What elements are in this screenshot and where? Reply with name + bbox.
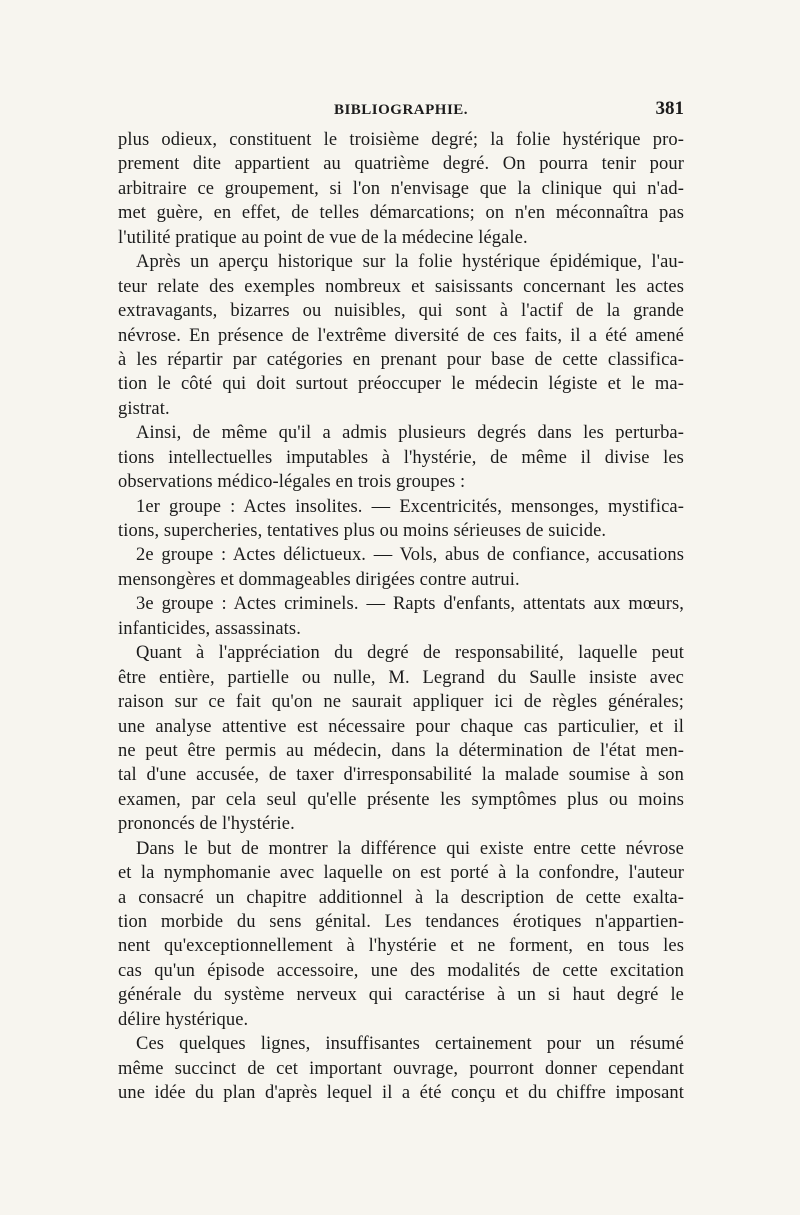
- text-line: une analyse attentive est nécessaire pour chaque cas particulier, et il: [118, 716, 684, 737]
- text-line: et la nymphomanie avec laquelle on est porté à la confondre, l'auteur: [118, 863, 684, 884]
- running-head: [118, 98, 684, 122]
- text-line: teur relate des exemples nombreux et saisissants concernant les actes: [118, 276, 684, 297]
- text-line: extravagants, bizarres ou nuisibles, qui sont à l'actif de la grande: [118, 301, 684, 322]
- text-line: prement dite appartient au quatrième degré. On pourra tenir pour: [118, 154, 684, 175]
- text-line: raison sur ce fait qu'on ne saurait appliquer ici de règles générales;: [118, 692, 684, 713]
- text-line: 2e groupe : Actes délictueux. — Vols, abus de confiance, accusations: [136, 545, 684, 566]
- text-line: ne peut être permis au médecin, dans la détermination de l'état men-: [118, 740, 684, 761]
- text-line: 3e groupe : Actes criminels. — Rapts d'enfants, attentats aux mœurs,: [136, 594, 684, 615]
- text-line: 1er groupe : Actes insolites. — Excentricités, mensonges, mystifica-: [136, 496, 684, 517]
- text-line: observations médico-légales en trois groupes :: [118, 472, 466, 493]
- text-line: a consacré un chapitre additionnel à la description de cette exalta-: [118, 887, 684, 908]
- text-line: cas qu'un épisode accessoire, une des modalités de cette excitation: [118, 960, 684, 981]
- text-line: plus odieux, constituent le troisième degré; la folie hystérique pro-: [118, 130, 684, 150]
- text-line: Dans le but de montrer la différence qui existe entre cette névrose: [136, 838, 684, 859]
- text-line: l'utilité pratique au point de vue de la médecine légale.: [118, 227, 528, 248]
- text-line: névrose. En présence de l'extrême diversité de ces faits, il a été amené: [118, 325, 684, 346]
- text-line: tal d'une accusée, de taxer d'irresponsabilité la malade soumise à son: [118, 765, 684, 786]
- text-line: délire hystérique.: [118, 1009, 249, 1030]
- text-line: Ainsi, de même qu'il a admis plusieurs degrés dans les perturba-: [136, 423, 684, 444]
- text-line: à les répartir par catégories en prenant pour base de cette classifica-: [118, 349, 684, 370]
- text-line: nent qu'exceptionnellement à l'hystérie et ne forment, en tous les: [118, 936, 684, 957]
- text-line: Ces quelques lignes, insuffisantes certainement pour un résumé: [136, 1034, 684, 1055]
- text-line: met guère, en effet, de telles démarcations; on n'en méconnaîtra pas: [118, 203, 684, 224]
- text-line: une idée du plan d'après lequel il a été conçu et du chiffre imposant: [118, 1083, 684, 1104]
- text-line: Quant à l'appréciation du degré de responsabilité, laquelle peut: [136, 643, 684, 664]
- running-head-title: BIBLIOGRAPHIE.: [333, 102, 469, 118]
- text-line: examen, par cela seul qu'elle présente les symptômes plus ou moins: [118, 789, 684, 810]
- text-line: tion le côté qui doit surtout préoccuper le médecin légiste et le ma-: [118, 374, 684, 395]
- text-line: prononcés de l'hystérie.: [118, 814, 295, 835]
- body-text: [118, 128, 684, 1106]
- text-line: mensongères et dommageables dirigées contre autrui.: [118, 569, 520, 590]
- text-line: gistrat.: [118, 398, 170, 419]
- text-line: tion morbide du sens génital. Les tendances érotiques n'appartien-: [118, 912, 684, 932]
- text-line: générale du système nerveux qui caractérise à un si haut degré le: [118, 985, 684, 1006]
- text-line: infanticides, assassinats.: [118, 618, 301, 639]
- page-number: 381: [655, 98, 684, 119]
- text-line: Après un aperçu historique sur la folie hystérique épidémique, l'au-: [136, 252, 684, 273]
- text-line: même succinct de cet important ouvrage, pourront donner cependant: [118, 1058, 684, 1079]
- text-line: être entière, partielle ou nulle, M. Legrand du Saulle insiste avec: [118, 667, 684, 688]
- text-line: tions, supercheries, tentatives plus ou moins sérieuses de suicide.: [118, 521, 607, 541]
- text-line: arbitraire ce groupement, si l'on n'envisage que la clinique qui n'ad-: [118, 178, 684, 199]
- text-line: tions intellectuelles imputables à l'hystérie, de même il divise les: [118, 447, 684, 468]
